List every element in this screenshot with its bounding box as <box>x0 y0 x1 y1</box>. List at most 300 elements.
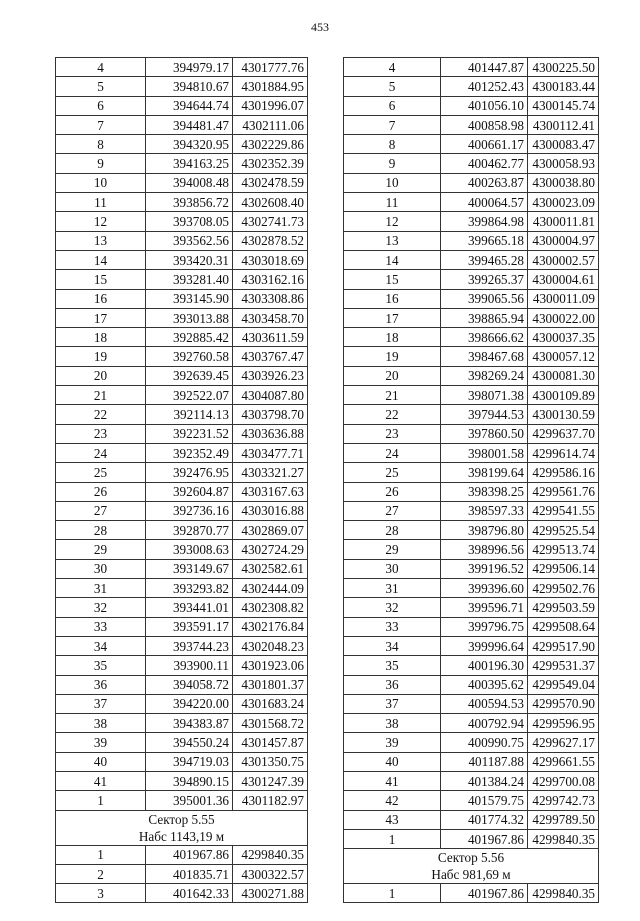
point-number-cell: 1 <box>344 884 441 903</box>
y-coordinate-cell: 4299840.35 <box>233 845 308 864</box>
table-row <box>56 579 308 598</box>
point-number-cell: 35 <box>344 656 441 675</box>
x-coordinate-cell: 394008.48 <box>146 173 233 192</box>
table-row <box>344 231 599 250</box>
y-coordinate-cell: 4300004.61 <box>528 270 599 289</box>
point-number-cell: 37 <box>56 694 146 713</box>
y-coordinate-cell: 4300112.41 <box>528 115 599 134</box>
x-coordinate-cell: 398199.64 <box>441 463 528 482</box>
point-number-cell: 22 <box>56 405 146 424</box>
x-coordinate-cell: 397860.50 <box>441 424 528 443</box>
table-row <box>344 424 599 443</box>
x-coordinate-cell: 392639.45 <box>146 366 233 385</box>
point-number-cell: 28 <box>56 521 146 540</box>
x-coordinate-cell: 394320.95 <box>146 135 233 154</box>
y-coordinate-cell: 4299561.76 <box>528 482 599 501</box>
x-coordinate-cell: 399996.64 <box>441 636 528 655</box>
table-row <box>56 482 308 501</box>
point-number-cell: 10 <box>56 173 146 192</box>
y-coordinate-cell: 4301457.87 <box>233 733 308 752</box>
table-row <box>56 521 308 540</box>
y-coordinate-cell: 4300183.44 <box>528 77 599 96</box>
point-number-cell: 20 <box>56 366 146 385</box>
x-coordinate-cell: 400858.98 <box>441 115 528 134</box>
x-coordinate-cell: 398865.94 <box>441 308 528 327</box>
point-number-cell: 5 <box>56 77 146 96</box>
y-coordinate-cell: 4303611.59 <box>233 328 308 347</box>
x-coordinate-cell: 398398.25 <box>441 482 528 501</box>
point-number-cell: 18 <box>56 328 146 347</box>
point-number-cell: 16 <box>56 289 146 308</box>
x-coordinate-cell: 400263.87 <box>441 173 528 192</box>
y-coordinate-cell: 4299541.55 <box>528 501 599 520</box>
coordinates-table-right <box>343 57 599 903</box>
right-rows-bottom <box>344 884 599 903</box>
y-coordinate-cell: 4301801.37 <box>233 675 308 694</box>
x-coordinate-cell: 393591.17 <box>146 617 233 636</box>
y-coordinate-cell: 4302229.86 <box>233 135 308 154</box>
table-row <box>344 386 599 405</box>
x-coordinate-cell: 392114.13 <box>146 405 233 424</box>
point-number-cell: 24 <box>344 443 441 462</box>
y-coordinate-cell: 4301884.95 <box>233 77 308 96</box>
x-coordinate-cell: 400594.53 <box>441 694 528 713</box>
table-row <box>56 193 308 212</box>
x-coordinate-cell: 393708.05 <box>146 212 233 231</box>
point-number-cell: 19 <box>56 347 146 366</box>
point-number-cell: 21 <box>56 386 146 405</box>
table-row <box>344 212 599 231</box>
table-row <box>344 521 599 540</box>
table-row <box>344 366 599 385</box>
y-coordinate-cell: 4302878.52 <box>233 231 308 250</box>
table-row <box>344 289 599 308</box>
table-row <box>344 173 599 192</box>
point-number-cell: 36 <box>344 675 441 694</box>
point-number-cell: 6 <box>344 96 441 115</box>
point-number-cell: 15 <box>56 270 146 289</box>
table-row <box>56 405 308 424</box>
point-number-cell: 5 <box>344 77 441 96</box>
point-number-cell: 36 <box>56 675 146 694</box>
y-coordinate-cell: 4299513.74 <box>528 540 599 559</box>
table-row <box>56 308 308 327</box>
y-coordinate-cell: 4303798.70 <box>233 405 308 424</box>
y-coordinate-cell: 4299531.37 <box>528 656 599 675</box>
table-row <box>56 656 308 675</box>
y-coordinate-cell: 4300225.50 <box>528 58 599 77</box>
table-row <box>56 135 308 154</box>
table-row <box>56 289 308 308</box>
table-row <box>56 884 308 903</box>
table-row <box>56 115 308 134</box>
x-coordinate-cell: 392870.77 <box>146 521 233 540</box>
table-row <box>344 77 599 96</box>
table-row <box>56 463 308 482</box>
y-coordinate-cell: 4299840.35 <box>528 884 599 903</box>
y-coordinate-cell: 4303018.69 <box>233 250 308 269</box>
y-coordinate-cell: 4301777.76 <box>233 58 308 77</box>
x-coordinate-cell: 394163.25 <box>146 154 233 173</box>
x-coordinate-cell: 392760.58 <box>146 347 233 366</box>
x-coordinate-cell: 401967.86 <box>441 829 528 848</box>
y-coordinate-cell: 4303308.86 <box>233 289 308 308</box>
table-row <box>56 733 308 752</box>
y-coordinate-cell: 4299525.54 <box>528 521 599 540</box>
table-row <box>344 540 599 559</box>
x-coordinate-cell: 393008.63 <box>146 540 233 559</box>
x-coordinate-cell: 397944.53 <box>441 405 528 424</box>
point-number-cell: 31 <box>56 579 146 598</box>
table-row <box>344 463 599 482</box>
x-coordinate-cell: 392352.49 <box>146 443 233 462</box>
x-coordinate-cell: 394481.47 <box>146 115 233 134</box>
point-number-cell: 40 <box>344 752 441 771</box>
x-coordinate-cell: 401967.86 <box>441 884 528 903</box>
table-row <box>344 656 599 675</box>
x-coordinate-cell: 393744.23 <box>146 636 233 655</box>
x-coordinate-cell: 392522.07 <box>146 386 233 405</box>
point-number-cell: 26 <box>344 482 441 501</box>
table-row <box>56 443 308 462</box>
left-rows-top <box>56 58 308 811</box>
point-number-cell: 1 <box>56 845 146 864</box>
table-row <box>56 424 308 443</box>
y-coordinate-cell: 4301247.39 <box>233 771 308 790</box>
right-rows-top <box>344 58 599 849</box>
y-coordinate-cell: 4302308.82 <box>233 598 308 617</box>
table-row <box>344 579 599 598</box>
x-coordinate-cell: 398071.38 <box>441 386 528 405</box>
y-coordinate-cell: 4303321.27 <box>233 463 308 482</box>
table-row <box>56 864 308 883</box>
point-number-cell: 11 <box>344 193 441 212</box>
table-row <box>344 250 599 269</box>
x-coordinate-cell: 399065.56 <box>441 289 528 308</box>
y-coordinate-cell: 4299637.70 <box>528 424 599 443</box>
y-coordinate-cell: 4299502.76 <box>528 579 599 598</box>
y-coordinate-cell: 4300037.35 <box>528 328 599 347</box>
y-coordinate-cell: 4303926.23 <box>233 366 308 385</box>
x-coordinate-cell: 401642.33 <box>146 884 233 903</box>
sector-title: Сектор 5.56 <box>437 850 505 866</box>
y-coordinate-cell: 4303162.16 <box>233 270 308 289</box>
x-coordinate-cell: 400462.77 <box>441 154 528 173</box>
right-sector-block <box>344 849 599 884</box>
x-coordinate-cell: 400990.75 <box>441 733 528 752</box>
x-coordinate-cell: 401579.75 <box>441 791 528 810</box>
x-coordinate-cell: 398996.56 <box>441 540 528 559</box>
point-number-cell: 1 <box>344 829 441 848</box>
x-coordinate-cell: 394058.72 <box>146 675 233 694</box>
table-row <box>344 58 599 77</box>
x-coordinate-cell: 394550.24 <box>146 733 233 752</box>
y-coordinate-cell: 4302869.07 <box>233 521 308 540</box>
y-coordinate-cell: 4302352.39 <box>233 154 308 173</box>
y-coordinate-cell: 4300083.47 <box>528 135 599 154</box>
table-row <box>344 810 599 829</box>
y-coordinate-cell: 4302478.59 <box>233 173 308 192</box>
y-coordinate-cell: 4299503.59 <box>528 598 599 617</box>
table-row <box>344 559 599 578</box>
table-row <box>344 617 599 636</box>
table-row <box>344 598 599 617</box>
x-coordinate-cell: 394220.00 <box>146 694 233 713</box>
y-coordinate-cell: 4300081.30 <box>528 366 599 385</box>
x-coordinate-cell: 394719.03 <box>146 752 233 771</box>
y-coordinate-cell: 4303458.70 <box>233 308 308 327</box>
point-number-cell: 6 <box>56 96 146 115</box>
y-coordinate-cell: 4300011.09 <box>528 289 599 308</box>
y-coordinate-cell: 4300022.00 <box>528 308 599 327</box>
point-number-cell: 37 <box>344 694 441 713</box>
x-coordinate-cell: 394810.67 <box>146 77 233 96</box>
point-number-cell: 38 <box>344 714 441 733</box>
y-coordinate-cell: 4299549.04 <box>528 675 599 694</box>
y-coordinate-cell: 4301568.72 <box>233 714 308 733</box>
point-number-cell: 17 <box>344 308 441 327</box>
y-coordinate-cell: 4302111.06 <box>233 115 308 134</box>
x-coordinate-cell: 393145.90 <box>146 289 233 308</box>
x-coordinate-cell: 399265.37 <box>441 270 528 289</box>
table-row <box>56 154 308 173</box>
table-row <box>344 694 599 713</box>
y-coordinate-cell: 4302741.73 <box>233 212 308 231</box>
point-number-cell: 23 <box>344 424 441 443</box>
point-number-cell: 8 <box>344 135 441 154</box>
y-coordinate-cell: 4299700.08 <box>528 771 599 790</box>
table-row <box>344 347 599 366</box>
y-coordinate-cell: 4304087.80 <box>233 386 308 405</box>
point-number-cell: 9 <box>56 154 146 173</box>
point-number-cell: 27 <box>56 501 146 520</box>
point-number-cell: 25 <box>344 463 441 482</box>
table-row <box>56 96 308 115</box>
table-row <box>344 115 599 134</box>
table-row <box>344 308 599 327</box>
x-coordinate-cell: 393441.01 <box>146 598 233 617</box>
table-row <box>344 482 599 501</box>
y-coordinate-cell: 4299586.16 <box>528 463 599 482</box>
point-number-cell: 30 <box>344 559 441 578</box>
x-coordinate-cell: 400196.30 <box>441 656 528 675</box>
point-number-cell: 12 <box>56 212 146 231</box>
x-coordinate-cell: 400064.57 <box>441 193 528 212</box>
x-coordinate-cell: 393856.72 <box>146 193 233 212</box>
y-coordinate-cell: 4303477.71 <box>233 443 308 462</box>
sector-title: Сектор 5.55 <box>148 811 215 827</box>
point-number-cell: 10 <box>344 173 441 192</box>
y-coordinate-cell: 4299789.50 <box>528 810 599 829</box>
point-number-cell: 39 <box>344 733 441 752</box>
point-number-cell: 12 <box>344 212 441 231</box>
y-coordinate-cell: 4300002.57 <box>528 250 599 269</box>
sector-header-row <box>56 810 308 845</box>
point-number-cell: 29 <box>344 540 441 559</box>
point-number-cell: 30 <box>56 559 146 578</box>
x-coordinate-cell: 400661.17 <box>441 135 528 154</box>
point-number-cell: 1 <box>56 791 146 810</box>
point-number-cell: 9 <box>344 154 441 173</box>
table-row <box>344 96 599 115</box>
x-coordinate-cell: 392736.16 <box>146 501 233 520</box>
point-number-cell: 21 <box>344 386 441 405</box>
table-row <box>56 77 308 96</box>
x-coordinate-cell: 399196.52 <box>441 559 528 578</box>
x-coordinate-cell: 401252.43 <box>441 77 528 96</box>
table-row <box>56 540 308 559</box>
point-number-cell: 35 <box>56 656 146 675</box>
table-row <box>56 791 308 810</box>
x-coordinate-cell: 393293.82 <box>146 579 233 598</box>
y-coordinate-cell: 4299570.90 <box>528 694 599 713</box>
table-row <box>56 771 308 790</box>
table-row <box>344 443 599 462</box>
table-row <box>344 791 599 810</box>
point-number-cell: 20 <box>344 366 441 385</box>
x-coordinate-cell: 399665.18 <box>441 231 528 250</box>
page-number: 453 <box>311 20 329 34</box>
point-number-cell: 32 <box>344 598 441 617</box>
table-row <box>344 884 599 903</box>
x-coordinate-cell: 398666.62 <box>441 328 528 347</box>
sector-area: Набс 981,69 м <box>431 867 511 883</box>
point-number-cell: 16 <box>344 289 441 308</box>
y-coordinate-cell: 4299627.17 <box>528 733 599 752</box>
point-number-cell: 33 <box>344 617 441 636</box>
point-number-cell: 42 <box>344 791 441 810</box>
x-coordinate-cell: 399864.98 <box>441 212 528 231</box>
point-number-cell: 11 <box>56 193 146 212</box>
x-coordinate-cell: 392231.52 <box>146 424 233 443</box>
table-row <box>56 617 308 636</box>
table-row <box>56 270 308 289</box>
x-coordinate-cell: 394979.17 <box>146 58 233 77</box>
y-coordinate-cell: 4300023.09 <box>528 193 599 212</box>
y-coordinate-cell: 4302724.29 <box>233 540 308 559</box>
table-row <box>56 501 308 520</box>
table-row <box>56 231 308 250</box>
x-coordinate-cell: 401835.71 <box>146 864 233 883</box>
table-row <box>56 752 308 771</box>
point-number-cell: 34 <box>56 636 146 655</box>
x-coordinate-cell: 398467.68 <box>441 347 528 366</box>
point-number-cell: 28 <box>344 521 441 540</box>
table-row <box>344 733 599 752</box>
sector-header-cell <box>344 849 599 884</box>
table-row <box>344 501 599 520</box>
table-row <box>344 636 599 655</box>
table-row <box>56 694 308 713</box>
point-number-cell: 7 <box>56 115 146 134</box>
y-coordinate-cell: 4300271.88 <box>233 884 308 903</box>
x-coordinate-cell: 398269.24 <box>441 366 528 385</box>
y-coordinate-cell: 4300058.93 <box>528 154 599 173</box>
table-row <box>56 58 308 77</box>
y-coordinate-cell: 4299508.64 <box>528 617 599 636</box>
x-coordinate-cell: 400395.62 <box>441 675 528 694</box>
y-coordinate-cell: 4299742.73 <box>528 791 599 810</box>
point-number-cell: 38 <box>56 714 146 733</box>
x-coordinate-cell: 395001.36 <box>146 791 233 810</box>
x-coordinate-cell: 398001.58 <box>441 443 528 462</box>
x-coordinate-cell: 393420.31 <box>146 250 233 269</box>
x-coordinate-cell: 401774.32 <box>441 810 528 829</box>
table-row <box>344 328 599 347</box>
x-coordinate-cell: 392885.42 <box>146 328 233 347</box>
table-row <box>56 559 308 578</box>
x-coordinate-cell: 393013.88 <box>146 308 233 327</box>
point-number-cell: 23 <box>56 424 146 443</box>
point-number-cell: 13 <box>56 231 146 250</box>
table-row <box>56 714 308 733</box>
y-coordinate-cell: 4299517.90 <box>528 636 599 655</box>
y-coordinate-cell: 4303016.88 <box>233 501 308 520</box>
point-number-cell: 41 <box>344 771 441 790</box>
point-number-cell: 7 <box>344 115 441 134</box>
y-coordinate-cell: 4300004.97 <box>528 231 599 250</box>
point-number-cell: 14 <box>344 250 441 269</box>
table-row <box>344 154 599 173</box>
point-number-cell: 8 <box>56 135 146 154</box>
x-coordinate-cell: 401447.87 <box>441 58 528 77</box>
table-row <box>56 386 308 405</box>
table-row <box>56 598 308 617</box>
table-row <box>56 328 308 347</box>
point-number-cell: 34 <box>344 636 441 655</box>
table-row <box>344 405 599 424</box>
y-coordinate-cell: 4300145.74 <box>528 96 599 115</box>
y-coordinate-cell: 4301350.75 <box>233 752 308 771</box>
x-coordinate-cell: 393281.40 <box>146 270 233 289</box>
y-coordinate-cell: 4299661.55 <box>528 752 599 771</box>
sector-header-cell <box>56 810 308 845</box>
point-number-cell: 39 <box>56 733 146 752</box>
y-coordinate-cell: 4300130.59 <box>528 405 599 424</box>
table-row <box>56 675 308 694</box>
table-row <box>344 714 599 733</box>
table-row <box>56 845 308 864</box>
table-row <box>344 771 599 790</box>
x-coordinate-cell: 398597.33 <box>441 501 528 520</box>
point-number-cell: 13 <box>344 231 441 250</box>
point-number-cell: 31 <box>344 579 441 598</box>
table-row <box>56 173 308 192</box>
y-coordinate-cell: 4301182.97 <box>233 791 308 810</box>
point-number-cell: 24 <box>56 443 146 462</box>
point-number-cell: 3 <box>56 884 146 903</box>
x-coordinate-cell: 392476.95 <box>146 463 233 482</box>
point-number-cell: 29 <box>56 540 146 559</box>
table-row <box>56 212 308 231</box>
y-coordinate-cell: 4303767.47 <box>233 347 308 366</box>
point-number-cell: 40 <box>56 752 146 771</box>
y-coordinate-cell: 4302048.23 <box>233 636 308 655</box>
sector-header-row <box>344 849 599 884</box>
x-coordinate-cell: 392604.87 <box>146 482 233 501</box>
point-number-cell: 18 <box>344 328 441 347</box>
x-coordinate-cell: 399465.28 <box>441 250 528 269</box>
y-coordinate-cell: 4299596.95 <box>528 714 599 733</box>
point-number-cell: 2 <box>56 864 146 883</box>
y-coordinate-cell: 4299506.14 <box>528 559 599 578</box>
point-number-cell: 26 <box>56 482 146 501</box>
x-coordinate-cell: 401056.10 <box>441 96 528 115</box>
point-number-cell: 17 <box>56 308 146 327</box>
coordinates-table-left <box>55 57 308 903</box>
x-coordinate-cell: 393562.56 <box>146 231 233 250</box>
y-coordinate-cell: 4301996.07 <box>233 96 308 115</box>
